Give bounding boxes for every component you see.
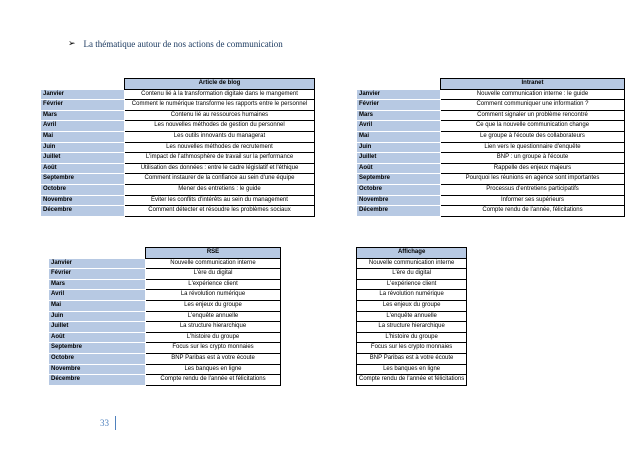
theme-cell: Les banques en ligne bbox=[146, 364, 281, 375]
table-row bbox=[357, 100, 625, 111]
theme-cell: Les enjeux du groupe bbox=[357, 300, 467, 311]
table-row bbox=[357, 269, 593, 280]
rse-table bbox=[48, 247, 281, 386]
month-cell: Novembre bbox=[41, 195, 125, 206]
section-heading-text: La thématique autour de nos actions de communication bbox=[83, 38, 283, 49]
table-row bbox=[41, 206, 315, 217]
month-cell: Décembre bbox=[357, 206, 441, 217]
header-spacer bbox=[357, 79, 441, 90]
theme-cell: Utilisation des données : entre le cadre législatif et l'éthique bbox=[125, 163, 315, 174]
table-header-row bbox=[41, 79, 315, 90]
theme-cell: L'impact de l'athmosphère de travail sur la performance bbox=[125, 153, 315, 164]
theme-cell: Focus sur les crypto monnaies bbox=[146, 343, 281, 354]
table-row bbox=[357, 311, 593, 322]
table-row bbox=[357, 332, 593, 343]
theme-cell: L'expérience client bbox=[146, 279, 281, 290]
theme-cell: Ce que la nouvelle communication change bbox=[441, 121, 625, 132]
section-heading bbox=[68, 38, 283, 49]
table-row bbox=[357, 206, 625, 217]
table-row bbox=[41, 142, 315, 153]
month-cell: Décembre bbox=[41, 206, 125, 217]
month-cell: Juin bbox=[357, 142, 441, 153]
intranet-table bbox=[356, 78, 625, 217]
table-header: Intranet bbox=[441, 79, 625, 90]
theme-cell: Nouvelle communication interne bbox=[146, 258, 281, 269]
table-row bbox=[41, 89, 315, 100]
table-row bbox=[41, 153, 315, 164]
month-cell: Août bbox=[357, 163, 441, 174]
theme-cell: Mener des entretiens : le guide bbox=[125, 184, 315, 195]
theme-cell: Informer ses supérieurs bbox=[441, 195, 625, 206]
month-cell: Novembre bbox=[357, 195, 441, 206]
month-cell: Septembre bbox=[49, 343, 146, 354]
theme-cell: Rappelle des enjeux majeurs bbox=[441, 163, 625, 174]
theme-cell: Comment signaler un problème rencontré bbox=[441, 110, 625, 121]
theme-cell: BNP Paribas est à votre écoute bbox=[357, 353, 467, 364]
theme-cell: La révolution numérique bbox=[146, 290, 281, 301]
table-row bbox=[41, 110, 315, 121]
table-header-row bbox=[357, 79, 625, 90]
theme-cell: Comment le numérique transforme les rapports entre le personnel bbox=[125, 100, 315, 111]
month-cell: Mai bbox=[41, 131, 125, 142]
table-row bbox=[357, 110, 625, 121]
table-header: RSE bbox=[146, 248, 281, 259]
month-cell: Juillet bbox=[41, 153, 125, 164]
month-cell: Janvier bbox=[49, 258, 146, 269]
month-cell: Octobre bbox=[49, 353, 146, 364]
table-row bbox=[49, 343, 281, 354]
table-row bbox=[49, 332, 281, 343]
page-number: 33 bbox=[100, 416, 116, 430]
table-row bbox=[357, 364, 593, 375]
table-row bbox=[41, 121, 315, 132]
month-cell: Novembre bbox=[49, 364, 146, 375]
theme-cell: Comment communiquer une information ? bbox=[441, 100, 625, 111]
table-row bbox=[49, 353, 281, 364]
month-cell: Janvier bbox=[41, 89, 125, 100]
theme-cell: Compte rendu de l'année, félicitations bbox=[441, 206, 625, 217]
theme-cell: Les nouvelles méthodes de gestion du personnel bbox=[125, 121, 315, 132]
blog-table bbox=[40, 78, 315, 217]
theme-cell: L'enquête annuelle bbox=[357, 311, 467, 322]
theme-cell: L'histoire du groupe bbox=[146, 332, 281, 343]
month-cell: Mars bbox=[357, 110, 441, 121]
theme-cell: Lien vers le questionnaire d'enquête bbox=[441, 142, 625, 153]
table-row bbox=[357, 142, 625, 153]
month-cell: Septembre bbox=[357, 174, 441, 185]
table-row bbox=[357, 375, 593, 386]
table-row bbox=[49, 322, 281, 333]
month-cell: Août bbox=[41, 163, 125, 174]
theme-cell: Eviter les conflits d'intérêts au sein du management bbox=[125, 195, 315, 206]
table-header-row bbox=[49, 248, 281, 259]
header-spacer bbox=[41, 79, 125, 90]
theme-cell: Contenu lié à la transformation digitale dans le mangement bbox=[125, 89, 315, 100]
theme-cell: Les outils innovants du managerat bbox=[125, 131, 315, 142]
month-cell: Janvier bbox=[357, 89, 441, 100]
theme-cell: Comment détecter et résoudre les problèmes sociaux bbox=[125, 206, 315, 217]
table-row bbox=[357, 131, 625, 142]
table-header-row bbox=[357, 248, 593, 259]
theme-cell: Contenu lié au ressources humaines bbox=[125, 110, 315, 121]
table-row bbox=[357, 279, 593, 290]
theme-cell: Comment instaurer de la confiance au sein d'une équipe bbox=[125, 174, 315, 185]
table-intranet bbox=[356, 78, 625, 217]
table-affichage bbox=[356, 247, 593, 386]
arrow-bullet-icon: ➢ bbox=[68, 38, 76, 48]
theme-cell: L'expérience client bbox=[357, 279, 467, 290]
table-row bbox=[357, 258, 593, 269]
theme-cell: Nouvelle communication interne : le guide bbox=[441, 89, 625, 100]
table-row bbox=[357, 322, 593, 333]
month-cell: Juillet bbox=[49, 322, 146, 333]
month-cell: Avril bbox=[41, 121, 125, 132]
theme-cell: BNP Paribas est à votre écoute bbox=[146, 353, 281, 364]
table-row bbox=[357, 184, 625, 195]
table-row bbox=[41, 163, 315, 174]
theme-cell: Le groupe à l'écoute des collaborateurs bbox=[441, 131, 625, 142]
theme-cell: Les nouvelles méthodes de recrutement bbox=[125, 142, 315, 153]
table-row bbox=[357, 300, 593, 311]
month-cell: Mars bbox=[49, 279, 146, 290]
table-header: Affichage bbox=[357, 248, 467, 259]
table-row bbox=[49, 375, 281, 386]
table-row bbox=[41, 131, 315, 142]
month-cell: Février bbox=[41, 100, 125, 111]
table-row bbox=[49, 269, 281, 280]
table-row bbox=[41, 100, 315, 111]
theme-cell: Compte rendu de l'année et félicitations bbox=[357, 375, 467, 386]
theme-cell: Les banques en ligne bbox=[357, 364, 467, 375]
month-cell: Mai bbox=[357, 131, 441, 142]
month-cell: Octobre bbox=[41, 184, 125, 195]
table-row bbox=[357, 290, 593, 301]
month-cell: Décembre bbox=[49, 375, 146, 386]
theme-cell: L'ère du digital bbox=[146, 269, 281, 280]
table-row bbox=[49, 364, 281, 375]
month-cell: Octobre bbox=[357, 184, 441, 195]
theme-cell: BNP : un groupe à l'écoute bbox=[441, 153, 625, 164]
table-row bbox=[357, 89, 625, 100]
header-spacer bbox=[49, 248, 146, 259]
month-cell: Juin bbox=[41, 142, 125, 153]
theme-cell: Focus sur les crypto monnaies bbox=[357, 343, 467, 354]
theme-cell: Compte rendu de l'année et félicitations bbox=[146, 375, 281, 386]
table-row bbox=[357, 174, 625, 185]
table-rse bbox=[48, 247, 281, 386]
table-row bbox=[41, 184, 315, 195]
table-row bbox=[357, 353, 593, 364]
table-row bbox=[49, 311, 281, 322]
table-row bbox=[41, 174, 315, 185]
table-header: Article de blog bbox=[125, 79, 315, 90]
month-cell: Février bbox=[357, 100, 441, 111]
table-row bbox=[41, 195, 315, 206]
theme-cell: Processus d'entretiens participatifs bbox=[441, 184, 625, 195]
affichage-table bbox=[356, 247, 593, 386]
month-cell: Avril bbox=[357, 121, 441, 132]
month-cell: Février bbox=[49, 269, 146, 280]
table-row bbox=[49, 279, 281, 290]
month-cell: Mai bbox=[49, 300, 146, 311]
table-row bbox=[357, 343, 593, 354]
month-cell: Septembre bbox=[41, 174, 125, 185]
theme-cell: Les enjeux du groupe bbox=[146, 300, 281, 311]
month-cell: Avril bbox=[49, 290, 146, 301]
table-article-de-blog bbox=[40, 78, 315, 217]
table-row bbox=[357, 163, 625, 174]
table-row bbox=[357, 195, 625, 206]
month-cell: Août bbox=[49, 332, 146, 343]
month-cell: Juin bbox=[49, 311, 146, 322]
theme-cell: L'ère du digital bbox=[357, 269, 467, 280]
theme-cell: L'histoire du groupe bbox=[357, 332, 467, 343]
table-row bbox=[49, 258, 281, 269]
theme-cell: L'enquête annuelle bbox=[146, 311, 281, 322]
month-cell: Juillet bbox=[357, 153, 441, 164]
table-row bbox=[49, 290, 281, 301]
theme-cell: Nouvelle communication interne bbox=[357, 258, 467, 269]
theme-cell: La révolution numérique bbox=[357, 290, 467, 301]
table-row bbox=[49, 300, 281, 311]
table-row bbox=[357, 121, 625, 132]
theme-cell: Pourquoi les réunions en agence sont importantes bbox=[441, 174, 625, 185]
table-row bbox=[357, 153, 625, 164]
theme-cell: La structure hierarchique bbox=[357, 322, 467, 333]
theme-cell: La structure hierarchique bbox=[146, 322, 281, 333]
month-cell: Mars bbox=[41, 110, 125, 121]
